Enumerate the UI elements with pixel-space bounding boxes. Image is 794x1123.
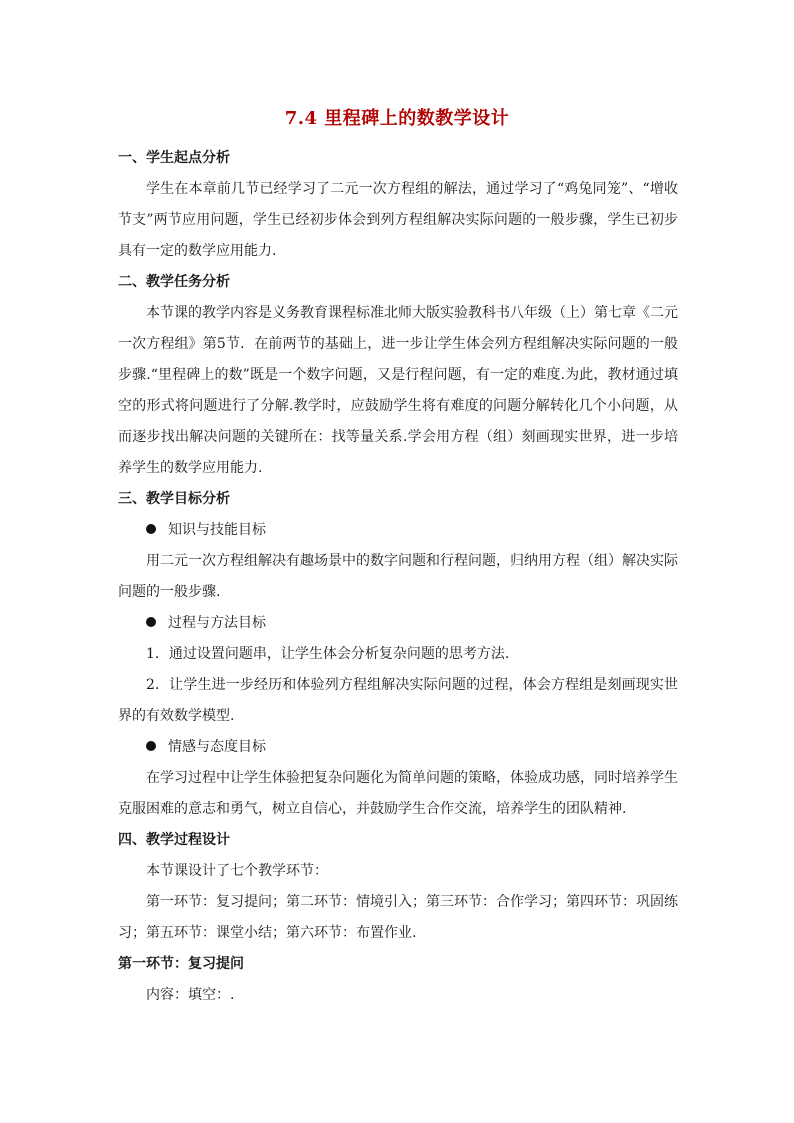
list-item-process-1: 1．通过设置问题串，让学生体会分析复杂问题的思考方法. bbox=[146, 646, 510, 662]
paragraph-process-intro: 本节课设计了七个教学环节： bbox=[146, 863, 328, 879]
paragraph-first-step: 内容：填空：. bbox=[146, 987, 235, 1003]
heading-process-design: 四、教学过程设计 bbox=[118, 832, 230, 848]
bullet-dot-icon bbox=[146, 617, 156, 627]
paragraph-student-analysis: 学生在本章前几节已经学习了二元一次方程组的解法，通过学习了“鸡兔同笼”、“增收节支”两节应用问题，学生已经初步体会到列方程组解决实际问题的一般步骤，学生已初步具有一定的数学应用能力. bbox=[118, 181, 678, 259]
bullet-dot-icon bbox=[146, 524, 156, 534]
page-title: 7.4 里程碑上的数教学设计 bbox=[284, 108, 510, 129]
paragraph-emotion-attitude: 在学习过程中让学生体验把复杂问题化为简单问题的策略，体验成功感，同时培养学生克服困难的意志和勇气，树立自信心，并鼓励学生合作交流，培养学生的团队精神. bbox=[118, 770, 678, 817]
bullet-emotion-attitude bbox=[118, 732, 678, 763]
heading-first-step: 第一环节：复习提问 bbox=[118, 956, 244, 972]
heading-task-analysis: 二、教学任务分析 bbox=[118, 274, 230, 290]
paragraph-knowledge-skills: 用二元一次方程组解决有趣场景中的数字问题和行程问题，归纳用方程（组）解决实际问题的一般步骤. bbox=[118, 553, 678, 600]
bullet-label: 情感与态度目标 bbox=[168, 739, 266, 755]
list-item-process-2: 2．让学生进一步经历和体验列方程组解决实际问题的过程，体会方程组是刻画现实世界的有效数学模型. bbox=[118, 677, 678, 724]
heading-student-analysis: 一、学生起点分析 bbox=[118, 150, 230, 166]
bullet-process-method bbox=[118, 608, 678, 639]
heading-goal-analysis: 三、教学目标分析 bbox=[118, 491, 230, 507]
bullet-label: 过程与方法目标 bbox=[168, 615, 266, 631]
bullet-knowledge-skills bbox=[118, 515, 678, 546]
bullet-dot-icon bbox=[146, 741, 156, 751]
paragraph-process-steps: 第一环节：复习提问；第二环节：情境引入；第三环节：合作学习；第四环节：巩固练习；第五环节：课堂小结；第六环节：布置作业. bbox=[118, 894, 678, 941]
bullet-label: 知识与技能目标 bbox=[168, 522, 266, 538]
paragraph-task-analysis: 本节课的教学内容是义务教育课程标准北师大版实验教科书八年级（上）第七章《二元一次方程组》第5节．在前两节的基础上，进一步让学生体会列方程组解决实际问题的一般步骤.“里程碑上的数”既是一个数字问题，又是行程问题，有一定的难度.为此，教材通过填空的形式将问题进行了分解.教学时，应鼓励学生将有难度的问题分解转化几个小问题，从而逐步找出解决问题的关键所在：找等量关系.学会用方程（组）刻画现实世界，进一步培养学生的数学应用能力. bbox=[118, 305, 678, 476]
document-body bbox=[118, 143, 678, 1011]
